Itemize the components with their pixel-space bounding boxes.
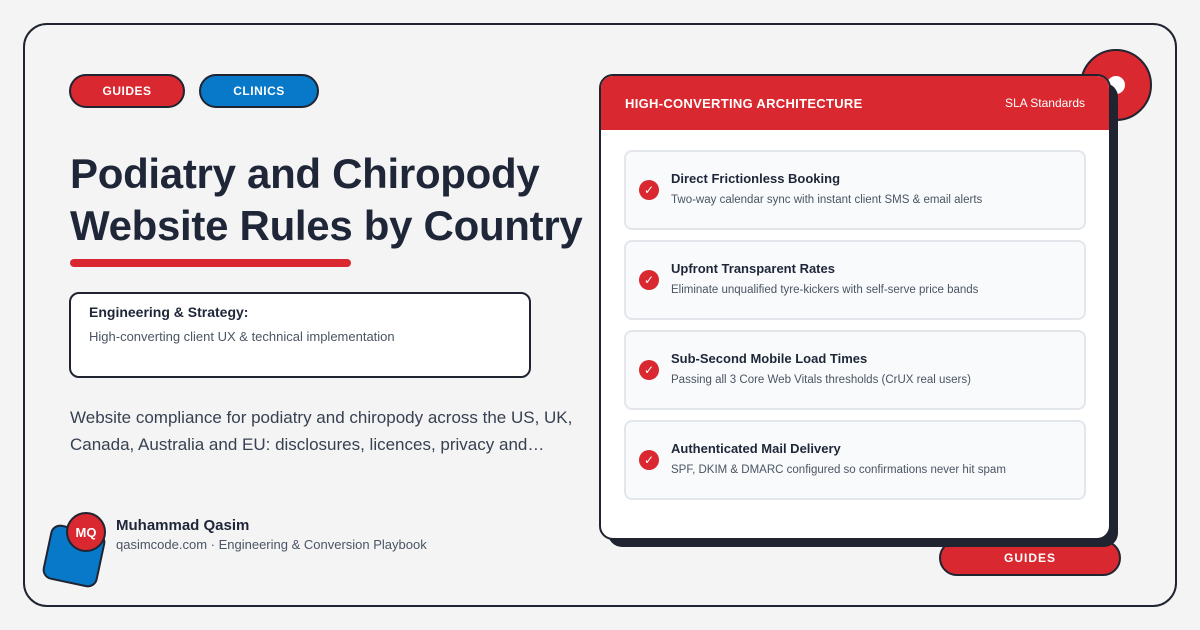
card-meta: SLA Standards xyxy=(1004,96,1085,110)
card-title: HIGH-CONVERTING ARCHITECTURE xyxy=(625,95,863,111)
list-item xyxy=(624,150,1086,230)
description-line-1: Website compliance for podiatry and chiropody across the US, UK, xyxy=(70,408,573,427)
title-line-1: Podiatry and Chiropody xyxy=(70,150,540,197)
description-line-2: Canada, Australia and EU: disclosures, licences, privacy and… xyxy=(70,435,545,454)
strategy-text: High-converting client UX & technical implementation xyxy=(89,329,395,344)
check-icon: ✓ xyxy=(639,180,659,200)
item-desc: Eliminate unqualified tyre-kickers with self-serve price bands xyxy=(671,284,979,296)
item-title: Direct Frictionless Booking xyxy=(671,171,841,186)
tag-clinics[interactable]: CLINICS xyxy=(199,74,319,108)
item-desc: SPF, DKIM & DMARC configured so confirmations never hit spam xyxy=(671,464,1006,476)
check-icon: ✓ xyxy=(639,360,659,380)
card-header xyxy=(601,76,1109,130)
author-name: Muhammad Qasim xyxy=(116,517,250,534)
check-icon: ✓ xyxy=(639,270,659,290)
title-line-2: Website Rules by Country xyxy=(70,202,583,249)
item-title: Sub-Second Mobile Load Times xyxy=(671,351,868,366)
strategy-box xyxy=(69,292,531,378)
tag-guides[interactable]: GUIDES xyxy=(69,74,185,108)
list-item xyxy=(624,240,1086,320)
strategy-heading: Engineering & Strategy: xyxy=(89,304,249,320)
list-item xyxy=(624,420,1086,500)
list-item xyxy=(624,330,1086,410)
author-subtitle: qasimcode.com · Engineering & Conversion Playbook xyxy=(116,537,427,552)
item-title: Authenticated Mail Delivery xyxy=(671,441,841,456)
item-desc: Two-way calendar sync with instant client SMS & email alerts xyxy=(671,194,983,206)
item-title: Upfront Transparent Rates xyxy=(671,261,835,276)
item-desc: Passing all 3 Core Web Vitals thresholds (CrUX real users) xyxy=(671,374,971,386)
page-title xyxy=(70,148,590,252)
check-icon: ✓ xyxy=(639,450,659,470)
badge-guides-bottom[interactable]: GUIDES xyxy=(939,540,1121,576)
description xyxy=(70,404,590,458)
avatar: MQ xyxy=(66,512,106,552)
architecture-card xyxy=(599,74,1111,540)
feature-list xyxy=(601,130,1109,500)
title-underline xyxy=(70,259,351,267)
